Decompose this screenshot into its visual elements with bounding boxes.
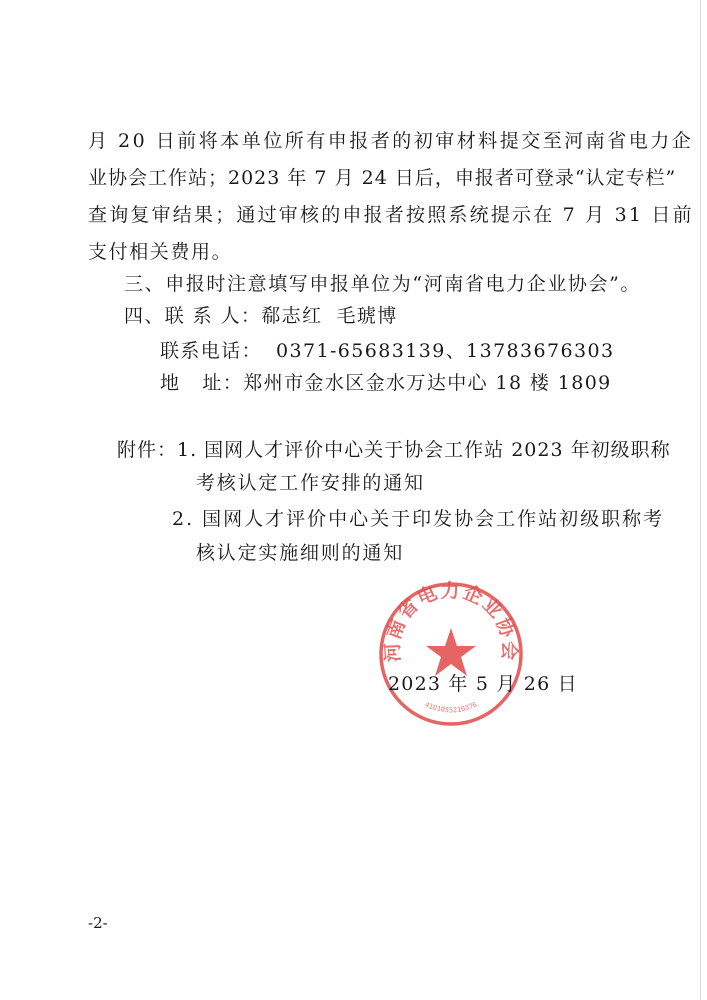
contact-persons (124, 304, 398, 328)
attachment-1-line-1: 1. 国网人才评价中心关于协会工作站 2023 年初级职称 (177, 439, 671, 461)
body-line-1: 月 20 日前将本单位所有申报者的初审材料提交至河南省电力企 (88, 130, 694, 152)
address-label-1: 地 (160, 372, 181, 394)
contact-phone (160, 339, 614, 363)
address-value: 郑州市金水区金水万达中心 18 楼 1809 (243, 372, 612, 394)
contact-person-1: 郗志红 (261, 305, 323, 327)
attachment-1-line-2: 考核认定工作安排的通知 (196, 472, 425, 494)
phone-label: 联系电话： (160, 340, 263, 362)
body-line-3: 查询复审结果；通过审核的申报者按照系统提示在 7 月 31 日前 (88, 204, 694, 226)
page-number: -2- (88, 914, 108, 932)
body-line-4: 支付相关费用。 (88, 241, 233, 263)
official-seal (377, 580, 525, 728)
phone-number: 0371-65683139、13783676303 (276, 340, 615, 362)
address-label-2: 址： (202, 372, 244, 394)
contact-label: 四、联 系 人： (124, 305, 262, 327)
seal-number: 4101055210376 (423, 700, 479, 715)
attachment-2-line-2: 核认定实施细则的通知 (196, 542, 405, 564)
body-line-2: 业协会工作站；2023 年 7 月 24 日后，申报者可登录“认定专栏” (88, 167, 677, 189)
item-three: 三、申报时注意填写申报单位为“河南省电力企业协会”。 (124, 273, 642, 295)
attachment-2-line-1: 2. 国网人才评价中心关于印发协会工作站初级职称考 (172, 508, 665, 530)
attachments-label: 附件： (117, 439, 178, 461)
contact-address (160, 371, 612, 395)
issue-date: 2023 年 5 月 26 日 (388, 673, 578, 695)
attachment-1 (117, 438, 671, 462)
contact-person-2: 毛琥博 (336, 305, 398, 327)
seal-graphic (377, 580, 525, 728)
page-edge (700, 0, 701, 1000)
svg-text:4101055210376 (424, 701, 479, 715)
seal-text: 河南省电力企业协会 (381, 580, 521, 663)
